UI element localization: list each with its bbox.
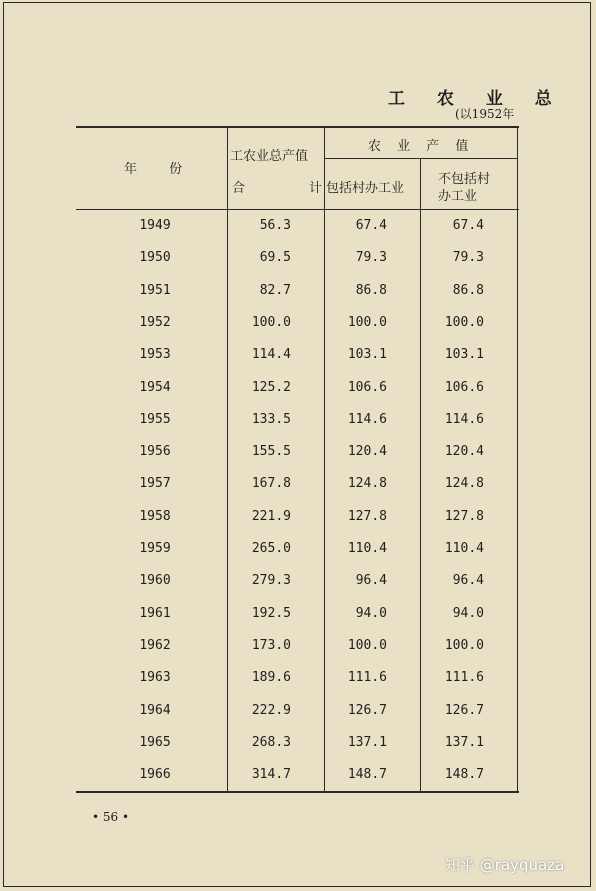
cell-year: 1958 — [139, 509, 171, 524]
agri-group-rule — [324, 158, 518, 159]
cell-total: 155.5 — [251, 444, 291, 459]
cell-year: 1960 — [139, 573, 171, 588]
cell-agri-incl: 137.1 — [347, 735, 387, 750]
cell-total: 125.2 — [251, 380, 291, 395]
col-divider-1 — [227, 128, 228, 791]
cell-agri-excl: 148.7 — [444, 767, 484, 782]
cell-year: 1950 — [139, 250, 171, 265]
header-agri-incl: 包括村办工业 — [326, 181, 405, 196]
cell-total: 82.7 — [259, 283, 291, 298]
header-year: 年 份 — [124, 162, 197, 177]
header-total-group: 工农业总产值 — [230, 149, 309, 164]
cell-year: 1955 — [139, 412, 171, 427]
header-bottom-rule — [76, 209, 519, 210]
cell-agri-incl: 111.6 — [347, 670, 387, 685]
cell-agri-incl: 96.4 — [355, 573, 387, 588]
cell-total: 279.3 — [251, 573, 291, 588]
cell-total: 221.9 — [251, 509, 291, 524]
cell-year: 1949 — [139, 218, 171, 233]
cell-total: 192.5 — [251, 606, 291, 621]
cell-agri-incl: 127.8 — [347, 509, 387, 524]
table-top-rule — [76, 126, 519, 128]
cell-total: 268.3 — [251, 735, 291, 750]
cell-year: 1954 — [139, 380, 171, 395]
cell-total: 69.5 — [259, 250, 291, 265]
cell-agri-incl: 100.0 — [347, 638, 387, 653]
header-total-sub-right: 计 — [309, 181, 323, 196]
col-divider-2 — [324, 128, 325, 791]
cell-year: 1956 — [139, 444, 171, 459]
cell-agri-excl: 110.4 — [444, 541, 484, 556]
cell-year: 1964 — [139, 703, 171, 718]
cell-year: 1962 — [139, 638, 171, 653]
page-number: • 56 • — [92, 810, 130, 824]
table-bottom-rule — [76, 791, 519, 793]
header-total-sub-left: 合 — [232, 181, 246, 196]
page-frame — [3, 2, 591, 887]
col-divider-right — [517, 128, 518, 791]
cell-total: 100.0 — [251, 315, 291, 330]
col-divider-3 — [420, 159, 421, 791]
cell-total: 314.7 — [251, 767, 291, 782]
header-agri-excl-line2: 办工业 — [438, 189, 478, 204]
cell-year: 1961 — [139, 606, 171, 621]
cell-year: 1966 — [139, 767, 171, 782]
cell-total: 173.0 — [251, 638, 291, 653]
watermark: 知乎 @rayquaza — [445, 856, 565, 874]
cell-agri-excl: 100.0 — [444, 315, 484, 330]
cell-agri-incl: 126.7 — [347, 703, 387, 718]
cell-year: 1951 — [139, 283, 171, 298]
header-agri-group: 农 业 产 值 — [368, 139, 475, 154]
cell-agri-excl: 114.6 — [444, 412, 484, 427]
cell-agri-excl: 96.4 — [452, 573, 484, 588]
cell-agri-incl: 100.0 — [347, 315, 387, 330]
cell-total: 133.5 — [251, 412, 291, 427]
cell-agri-incl: 79.3 — [355, 250, 387, 265]
cell-total: 189.6 — [251, 670, 291, 685]
cell-agri-incl: 120.4 — [347, 444, 387, 459]
cell-agri-excl: 106.6 — [444, 380, 484, 395]
cell-agri-incl: 67.4 — [355, 218, 387, 233]
cell-year: 1959 — [139, 541, 171, 556]
cell-year: 1965 — [139, 735, 171, 750]
cell-agri-excl: 120.4 — [444, 444, 484, 459]
cell-agri-excl: 86.8 — [452, 283, 484, 298]
cell-agri-incl: 110.4 — [347, 541, 387, 556]
cell-agri-excl: 124.8 — [444, 476, 484, 491]
cell-agri-excl: 79.3 — [452, 250, 484, 265]
header-agri-excl-line1: 不包括村 — [438, 172, 491, 187]
cell-total: 114.4 — [251, 347, 291, 362]
cell-agri-incl: 148.7 — [347, 767, 387, 782]
cell-agri-incl: 94.0 — [355, 606, 387, 621]
page-subtitle: (以1952年 — [455, 107, 515, 121]
cell-agri-incl: 106.6 — [347, 380, 387, 395]
cell-year: 1952 — [139, 315, 171, 330]
cell-year: 1953 — [139, 347, 171, 362]
cell-agri-excl: 67.4 — [452, 218, 484, 233]
cell-total: 265.0 — [251, 541, 291, 556]
cell-agri-excl: 94.0 — [452, 606, 484, 621]
cell-agri-incl: 86.8 — [355, 283, 387, 298]
cell-agri-excl: 126.7 — [444, 703, 484, 718]
cell-agri-incl: 124.8 — [347, 476, 387, 491]
cell-total: 167.8 — [251, 476, 291, 491]
cell-agri-excl: 127.8 — [444, 509, 484, 524]
cell-agri-excl: 137.1 — [444, 735, 484, 750]
cell-total: 56.3 — [259, 218, 291, 233]
cell-agri-excl: 100.0 — [444, 638, 484, 653]
cell-agri-excl: 103.1 — [444, 347, 484, 362]
cell-year: 1963 — [139, 670, 171, 685]
cell-year: 1957 — [139, 476, 171, 491]
cell-agri-excl: 111.6 — [444, 670, 484, 685]
page-title: 工 农 业 总 — [388, 89, 565, 109]
cell-total: 222.9 — [251, 703, 291, 718]
cell-agri-incl: 103.1 — [347, 347, 387, 362]
cell-agri-incl: 114.6 — [347, 412, 387, 427]
